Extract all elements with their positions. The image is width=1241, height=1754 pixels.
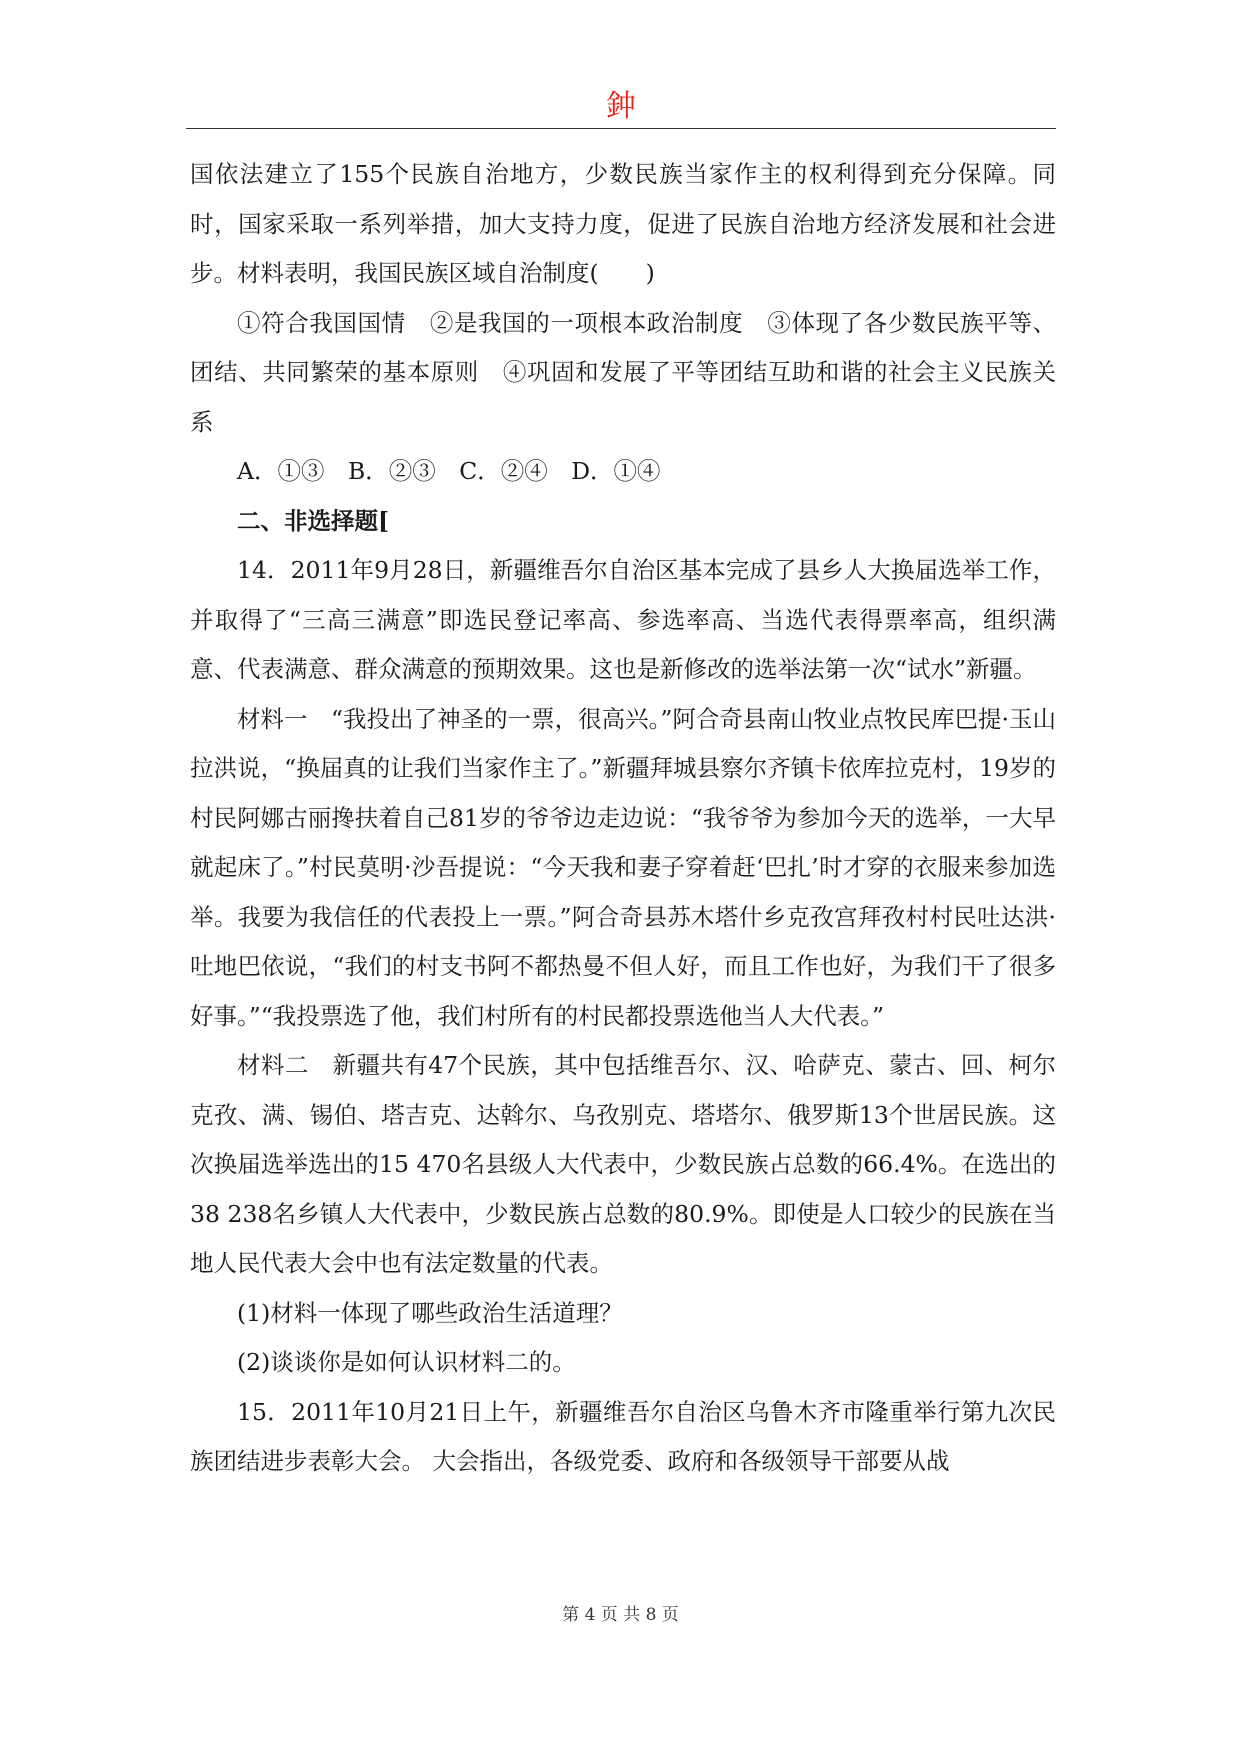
material-one: 材料一 “我投出了神圣的一票，很高兴。”阿合奇县南山牧业点牧民库巴提·玉山拉洪说，“换届真的让我们当家作主了。”新疆拜城县察尔齐镇卡依库拉克村，19岁的村民阿娜古丽搀扶着自己81岁的爷爷边走边说：“我爷爷为参加今天的选举，一大早就起床了。”村民莫明·沙吾提说：“今天我和妻子穿着赶‘巴扎’时才穿的衣服来参加选举。我要为我信任的代表投上一票。”阿合奇县苏木塔什乡克孜宫拜孜村村民吐达洪·吐地巴依说，“我们的村支书阿不都热曼不但人好，而且工作也好，为我们干了很多好事。”“我投票选了他，我们村所有的村民都投票选他当人大代表。” [190, 704, 1056, 1030]
section-heading: 二、非选择题[ [237, 506, 390, 535]
paragraph-answer-choices: A．①③ B．②③ C．②④ D．①④ [237, 457, 661, 485]
header-stamp: 鈡 [606, 89, 636, 124]
paragraph-options: ①符合我国国情 ②是我国的一项根本政治制度 ③体现了各少数民族平等、团结、共同繁荣的基本原则 ④巩固和发展了平等团结互助和谐的社会主义民族关系 [190, 308, 1056, 436]
question-14: 14．2011年9月28日，新疆维吾尔自治区基本完成了县乡人大换届选举工作，并取得了“三高三满意”即选民登记率高、参选率高、当选代表得票率高，组织满意、代表满意、群众满意的预期效果。这也是新修改的选举法第一次“试水”新疆。 [190, 556, 1056, 683]
page-footer: 第 4 页 共 8 页 [562, 1605, 679, 1625]
document-body [190, 150, 1056, 1487]
question-15: 15．2011年10月21日上午，新疆维吾尔自治区乌鲁木齐市隆重举行第九次民族团结进步表彰大会。 大会指出，各级党委、政府和各级领导干部要从战 [190, 1397, 1056, 1475]
sub-question-1: (1)材料一体现了哪些政治生活道理？ [237, 1298, 623, 1327]
sub-question-2: (2)谈谈你是如何认识材料二的。 [237, 1348, 576, 1376]
header-rule [186, 128, 1056, 129]
paragraph-continuation: 国依法建立了155个民族自治地方，少数民族当家作主的权利得到充分保障。同时，国家采取一系列举措，加大支持力度，促进了民族自治地方经济发展和社会进步。材料表明，我国民族区域自治制度( ) [190, 160, 1056, 287]
material-two: 材料二 新疆共有47个民族，其中包括维吾尔、汉、哈萨克、蒙古、回、柯尔克孜、满、锡伯、塔吉克、达斡尔、乌孜别克、塔塔尔、俄罗斯13个世居民族。这次换届选举选出的15 470名县级人大代表中，少数民族占总数的66.4%。在选出的38 238名乡镇人大代表中，少数民族占总数的80.9%。即使是人口较少的民族在当地人民代表大会中也有法定数量的代表。 [190, 1051, 1056, 1277]
